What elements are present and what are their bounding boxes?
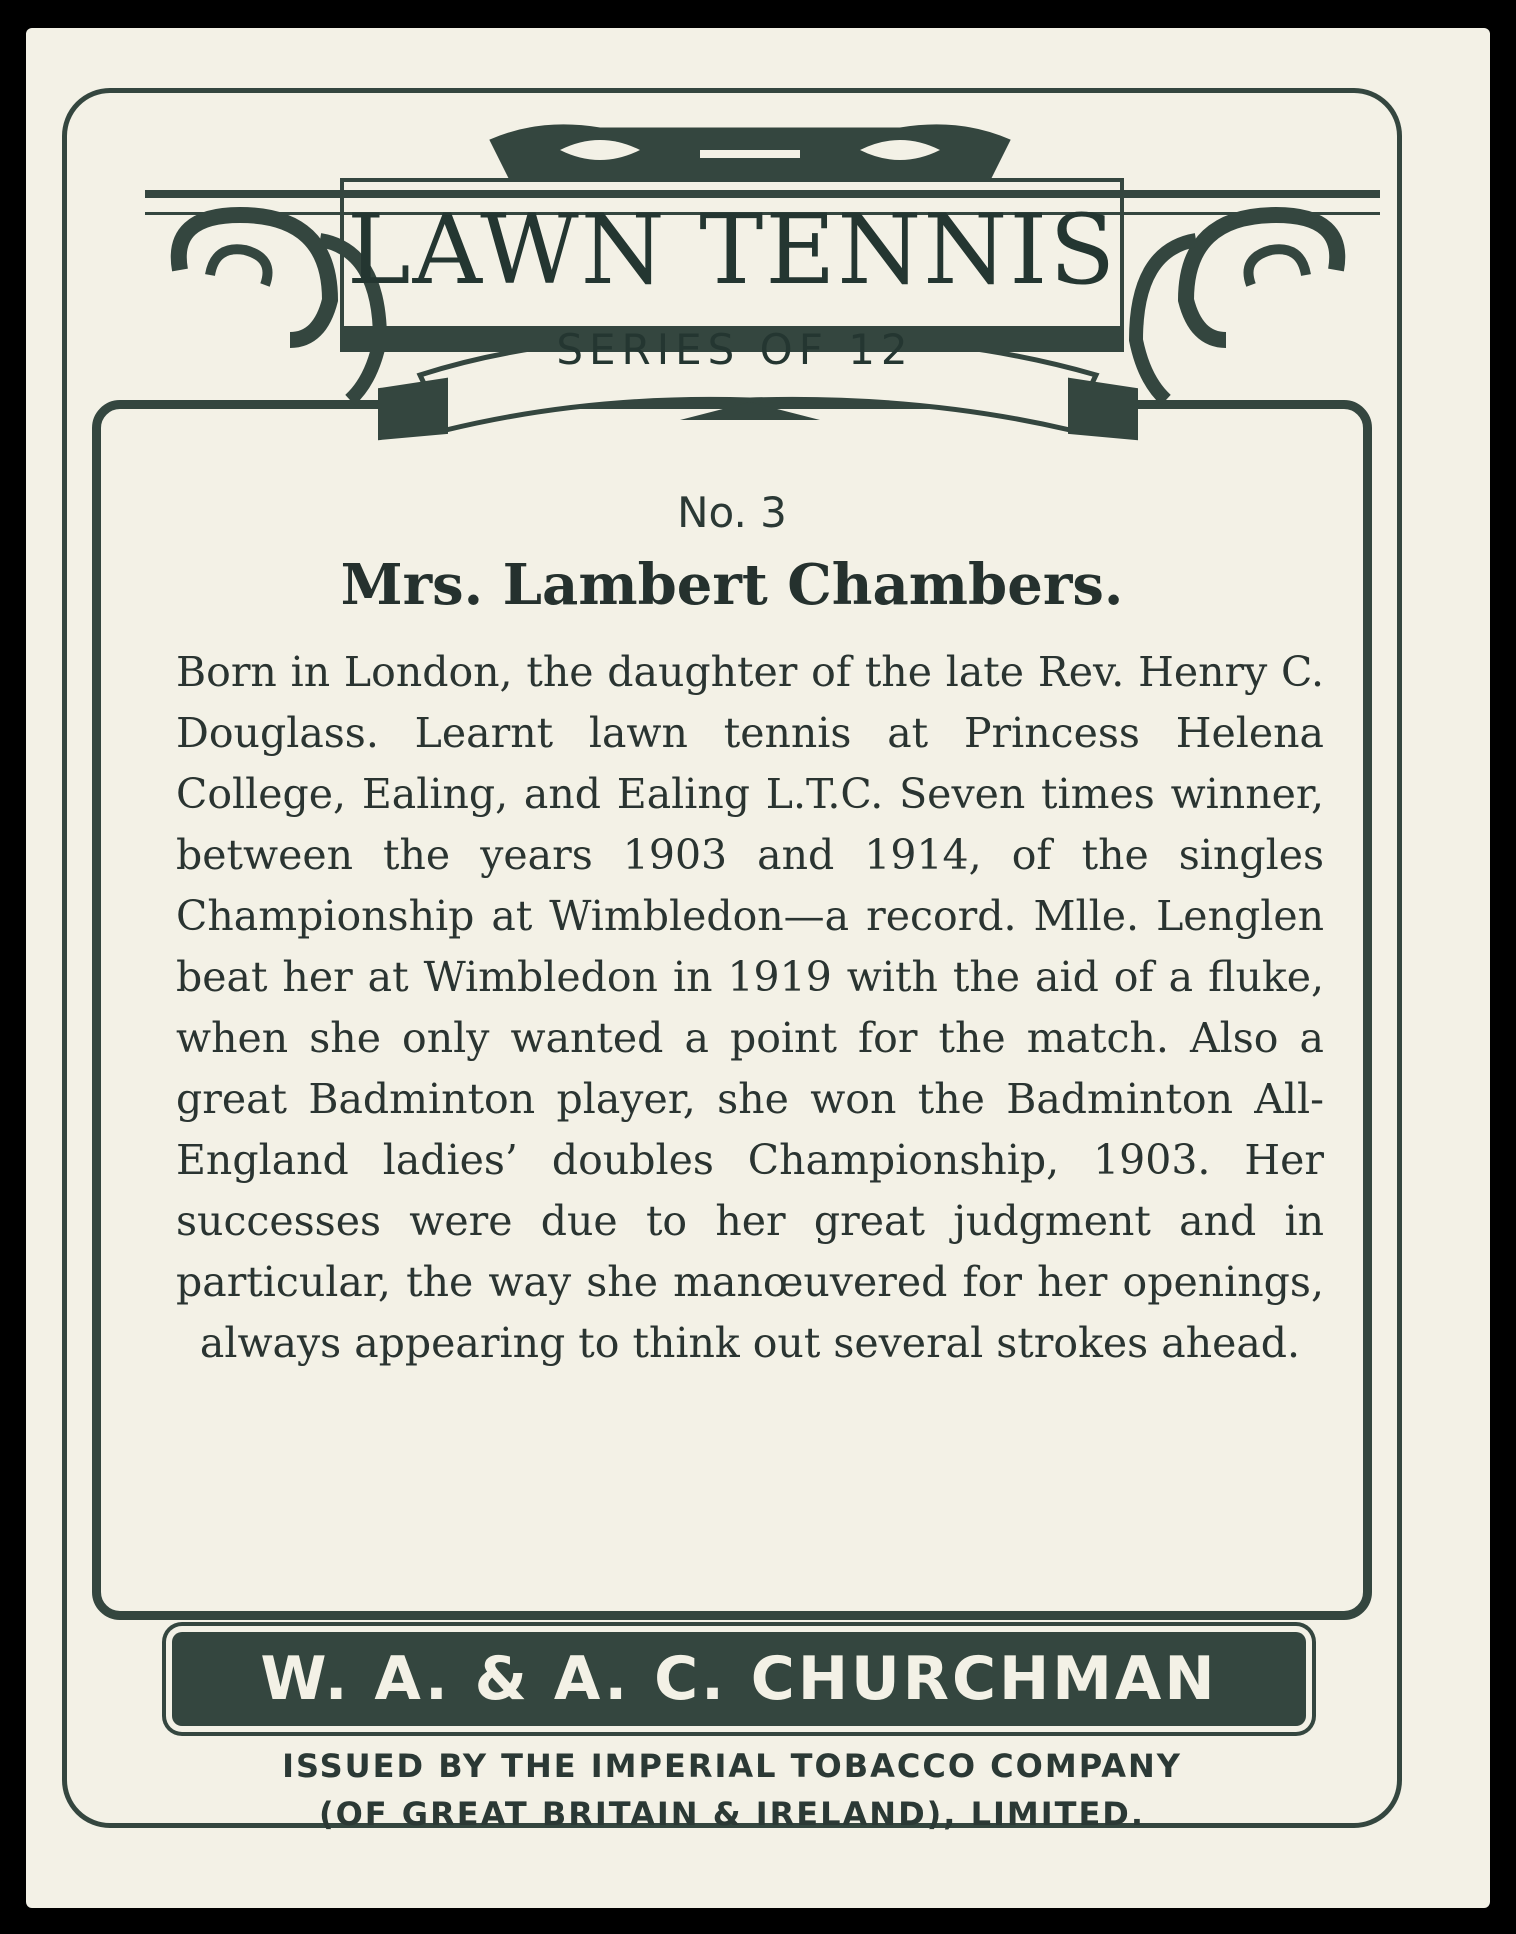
card-title: LAWN TENNIS — [346, 194, 1118, 306]
issuer-text — [92, 1742, 1372, 1838]
brand-name: W. A. & A. C. CHURCHMAN — [260, 1644, 1218, 1714]
series-ribbon: SERIES OF 12 — [556, 325, 914, 374]
player-biography: Born in London, the daughter of the late Rev. Henry C. Douglass. Learnt lawn tennis at Princess Helena College, Ealing, and Ealing L.T.C. Seven times winner, between the years 1903 and 1914, of the singles Championship at Wimbledon—a record. Mlle. Lenglen beat her at Wimbledon in 1919 with the aid of a fluke, when she only wanted a point for the match. Also a great Badminton player, she won the Badminton All-England ladies’ doubles Championship, 1903. Her successes were due to her great judgment and in particular, the way she manœuvered for her openings, always appearing to think out several strokes ahead. — [176, 648, 1324, 1367]
card-number: No. 3 — [677, 488, 787, 537]
player-name: Mrs. Lambert Chambers. — [340, 552, 1124, 618]
issuer-line-1: ISSUED BY THE IMPERIAL TOBACCO COMPANY — [282, 1747, 1182, 1785]
issuer-line-2: (OF GREAT BRITAIN & IRELAND), LIMITED. — [318, 1795, 1146, 1833]
